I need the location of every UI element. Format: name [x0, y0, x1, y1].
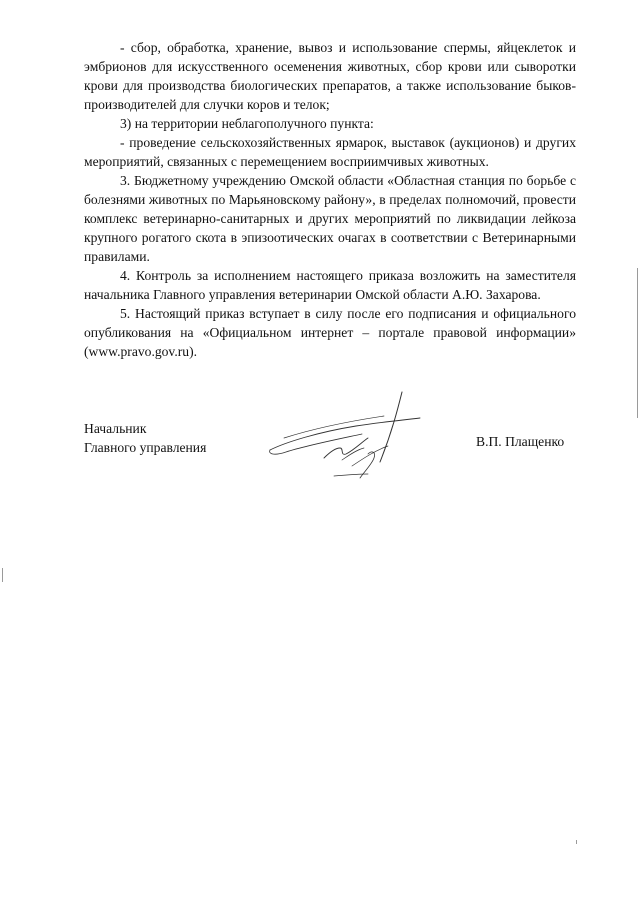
scan-edge-mark-right [637, 268, 638, 418]
handwritten-signature [264, 388, 434, 488]
scan-edge-mark-left [2, 568, 3, 582]
paragraph-item-3: 3. Бюджетному учреждению Омской области «Областная станция по борьбе с болезнями животных по Марьяновскому району», в пределах полномочий, провести комплекс ветеринарно-санитарных и других мероприятий по ликвидации лейкоза крупного рогатого скота в эпизоотических очагах в соответствии с Ветеринарными правилами. [84, 173, 576, 264]
paragraph-fairs-restriction: - проведение сельскохозяйственных ярмарок, выставок (аукционов) и других мероприятий, связанных с перемещением восприимчивых животных. [84, 135, 576, 169]
signatory-name: В.П. Плащенко [476, 434, 565, 449]
paragraph-territory-heading: 3) на территории неблагополучного пункта: [120, 116, 374, 131]
paragraph-item-4: 4. Контроль за исполнением настоящего приказа возложить на заместителя начальника Главного управления ветеринарии Омской области А.Ю. Захарова. [84, 268, 576, 302]
signatory-position-line2: Главного управления [84, 440, 207, 455]
signatory-position-line1: Начальник [84, 421, 147, 436]
scan-dot-bottom-right [576, 840, 577, 844]
signatory-position [84, 419, 206, 457]
paragraph-item-5: 5. Настоящий приказ вступает в силу после его подписания и официального опубликования на «Официальном интернет – портале правовой информации» (www.pravo.gov.ru). [84, 306, 576, 359]
document-body [84, 38, 576, 361]
paragraph-collection-restrictions: - сбор, обработка, хранение, вывоз и использование спермы, яйцеклеток и эмбрионов для искусственного осеменения животных, сбор крови или сыворотки крови для производства биологических препаратов, а также использование быков-производителей для случки коров и телок; [84, 40, 576, 112]
